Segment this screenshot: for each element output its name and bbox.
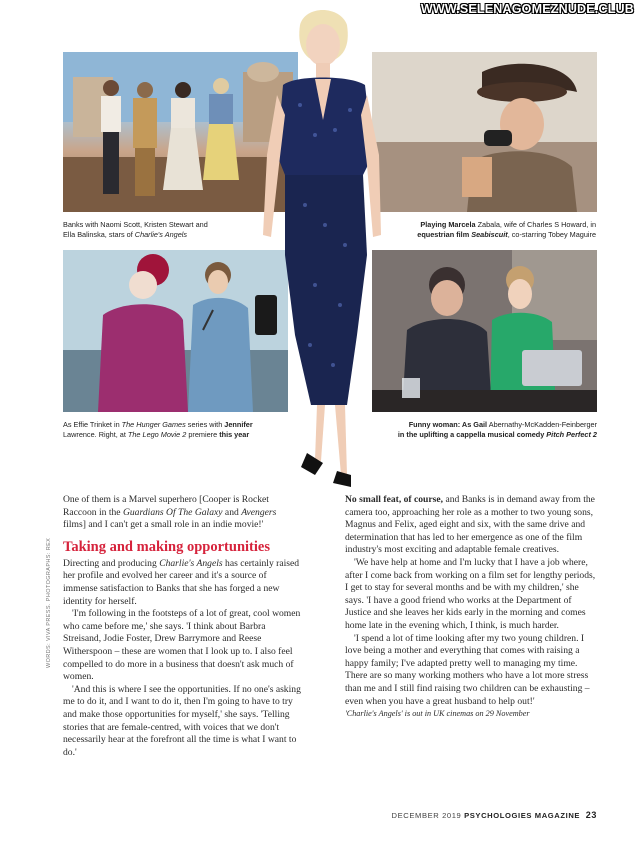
caption-text: Lawrence. Right, at — [63, 430, 128, 439]
caption-text: Banks with Naomi Scott, Kristen Stewart and — [63, 220, 208, 229]
paragraph: 'And this is where I see the opportunities. If no one's asking me to do it, and I want to do it, then I'm going to have to try and make those opportunities for myself,' she says. 'Telling stories that are female-centred, with voices that we don't necessarily hear at the forefront all the time is what I want to do.' — [63, 683, 301, 758]
caption-seabiscuit — [396, 220, 596, 240]
article-column-right — [345, 494, 597, 719]
caption-film-title: Charlie's Angels — [134, 230, 188, 239]
caption-hunger-games — [63, 420, 283, 440]
caption-text: Ella Balinska, stars of — [63, 230, 135, 239]
section-subhead: Taking and making opportunities — [63, 538, 270, 555]
photo-seabiscuit-art — [372, 52, 597, 212]
magazine-name: PSYCHOLOGIES MAGAZINE — [464, 811, 581, 820]
paragraph: 'I'm following in the footsteps of a lot of great, cool women who came before me,' she says. 'I think about Barbra Streisand, Jodie Foster, Drew Barrymore and Reese Witherspoon – these are women that I look up to. I also feel compelled to do more in a business that doesn't ask much of women. — [63, 608, 301, 683]
caption-lead: this year — [219, 430, 250, 439]
caption-lead: equestrian film — [417, 230, 472, 239]
photo-lego-movie-premiere-art — [255, 5, 390, 490]
caption-lead: in the uplifting a cappella musical comedy — [397, 430, 547, 439]
paragraph: 'I spend a lot of time looking after my two young children. I love being a mother and everything that comes with raising a happy family; I've adapted pretty well to managing my time. There are so many working mothers who have a lot more stress than me and I still find raising two children can be exhausting – even when you have a great husband to help out!' — [345, 632, 590, 707]
caption-film-title: Pitch Perfect 2 — [546, 430, 597, 439]
caption-film-title: The Hunger Games — [121, 420, 186, 429]
article-column-left — [63, 494, 301, 759]
caption-text: Zabala, wife of Charles S Howard, in — [475, 220, 596, 229]
caption-text: premiere — [186, 430, 220, 439]
page-footer — [392, 810, 597, 820]
caption-charlies-angels — [63, 220, 263, 240]
caption-text: , co-starring Tobey Maguire — [507, 230, 596, 239]
paragraph: No small feat, of course, and Banks is in demand away from the camera too, approaching her role as a mother to two young sons, Magnus and Felix, aged eight and six, with the same drive and determination that has led to her emergence as one of the film industry's most exciting and adaptable female creatives. — [345, 494, 595, 556]
paragraph: Directing and producing Charlie's Angels has certainly raised her profile and evolved her career and it's a source of immense satisfaction to Banks that she has forged a new identity for herself. — [63, 557, 300, 607]
caption-lead: Playing Marcela — [420, 220, 476, 229]
paragraph: One of them is a Marvel superhero [Cooper is Rocket Raccoon in the Guardians Of The Galaxy and Avengers films] and I can't get a small role in an indie movie!' — [63, 494, 277, 531]
photo-seabiscuit — [372, 52, 597, 212]
caption-film-title: The Lego Movie 2 — [127, 430, 187, 439]
photo-lego-movie-premiere — [255, 5, 390, 490]
caption-lead: Funny woman: As Gail — [408, 420, 488, 429]
watermark: WWW.SELENAGOMEZNUDE.CLUB — [420, 2, 634, 16]
caption-film-title: Seabiscuit — [471, 230, 508, 239]
caption-text: series with — [185, 420, 225, 429]
caption-text: Abernathy-McKadden-Feinberger — [487, 420, 597, 429]
photo-credit: WORDS: VIVA PRESS. PHOTOGRAPHS: REX — [46, 537, 52, 668]
paragraph: 'We have help at home and I'm lucky that I have a job where, after I come back from working on a film set for lengthy periods, I get to stay for several months and be with my children,' she says. 'I have a good friend who works at the Department of Justice and she leaves her kids early in the morning and comes home late in the evening which, I think, is much harder. — [345, 556, 596, 631]
page-number: 23 — [585, 810, 597, 820]
release-note: 'Charlie's Angels' is out in UK cinemas on 29 November — [345, 709, 530, 719]
photo-pitch-perfect-2 — [372, 250, 597, 412]
caption-pitch-perfect-2 — [380, 420, 597, 440]
photo-pitch-perfect-2-art — [372, 250, 597, 412]
caption-lead: Jennifer — [224, 420, 253, 429]
caption-text: As Effie Trinket in — [63, 420, 122, 429]
issue-date: DECEMBER 2019 — [391, 811, 462, 820]
